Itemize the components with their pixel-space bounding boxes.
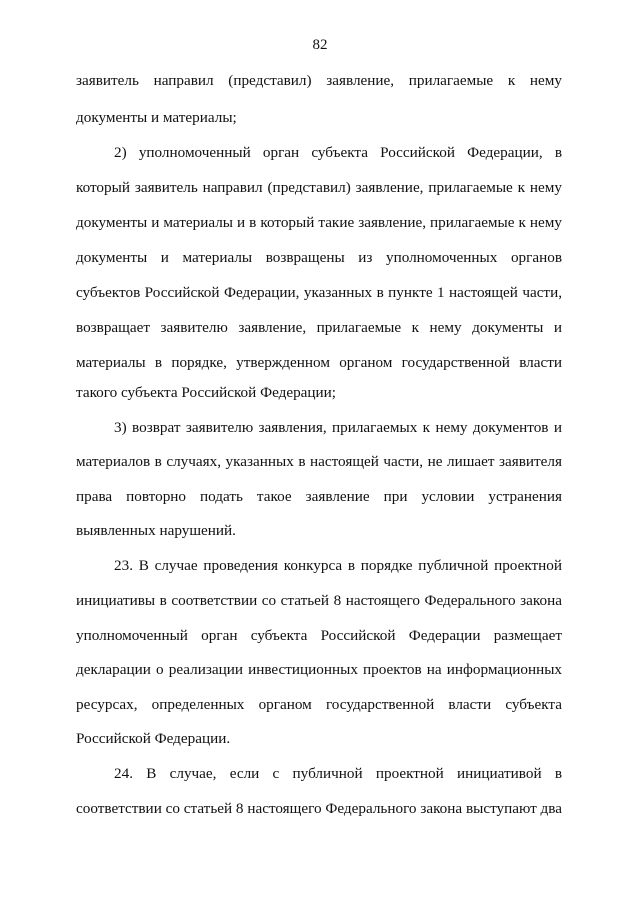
text-line: 23. В случае проведения конкурса в порядке публичной проектной bbox=[114, 557, 562, 574]
text-line: ресурсах, определенных органом государственной власти субъекта bbox=[76, 696, 562, 713]
text-line: материалы в порядке, утвержденном органом государственной власти bbox=[76, 354, 562, 371]
text-line: права повторно подать такое заявление при условии устранения bbox=[76, 488, 562, 505]
page-number: 82 bbox=[312, 37, 328, 53]
text-line: 3) возврат заявителю заявления, прилагаемых к нему документов и bbox=[114, 419, 562, 436]
text-line: материалов в случаях, указанных в настоящей части, не лишает заявителя bbox=[76, 453, 562, 470]
text-line: такого субъекта Российской Федерации; bbox=[76, 384, 337, 401]
text-line: инициативы в соответствии со статьей 8 настоящего Федерального закона bbox=[76, 592, 562, 609]
text-line: 24. В случае, если с публичной проектной инициативой в bbox=[114, 765, 562, 782]
text-line: заявитель направил (представил) заявление, прилагаемые к нему bbox=[76, 72, 562, 89]
text-line: возвращает заявителю заявление, прилагаемые к нему документы и bbox=[76, 319, 562, 336]
text-line: выявленных нарушений. bbox=[76, 522, 236, 539]
text-line: документы и материалы и в который такие заявление, прилагаемые к нему bbox=[76, 214, 562, 231]
text-line: субъектов Российской Федерации, указанных в пункте 1 настоящей части, bbox=[76, 284, 562, 301]
text-line: 2) уполномоченный орган субъекта Российской Федерации, в bbox=[114, 144, 562, 161]
text-line: который заявитель направил (представил) заявление, прилагаемые к нему bbox=[76, 179, 562, 196]
text-line: документы и материалы возвращены из уполномоченных органов bbox=[76, 249, 562, 266]
text-line: соответствии со статьей 8 настоящего Федерального закона выступают два bbox=[76, 800, 562, 817]
text-line: уполномоченный орган субъекта Российской Федерации размещает bbox=[76, 627, 562, 644]
text-line: декларации о реализации инвестиционных проектов на информационных bbox=[76, 661, 562, 678]
text-line: Российской Федерации. bbox=[76, 730, 231, 747]
text-line: документы и материалы; bbox=[76, 109, 237, 126]
